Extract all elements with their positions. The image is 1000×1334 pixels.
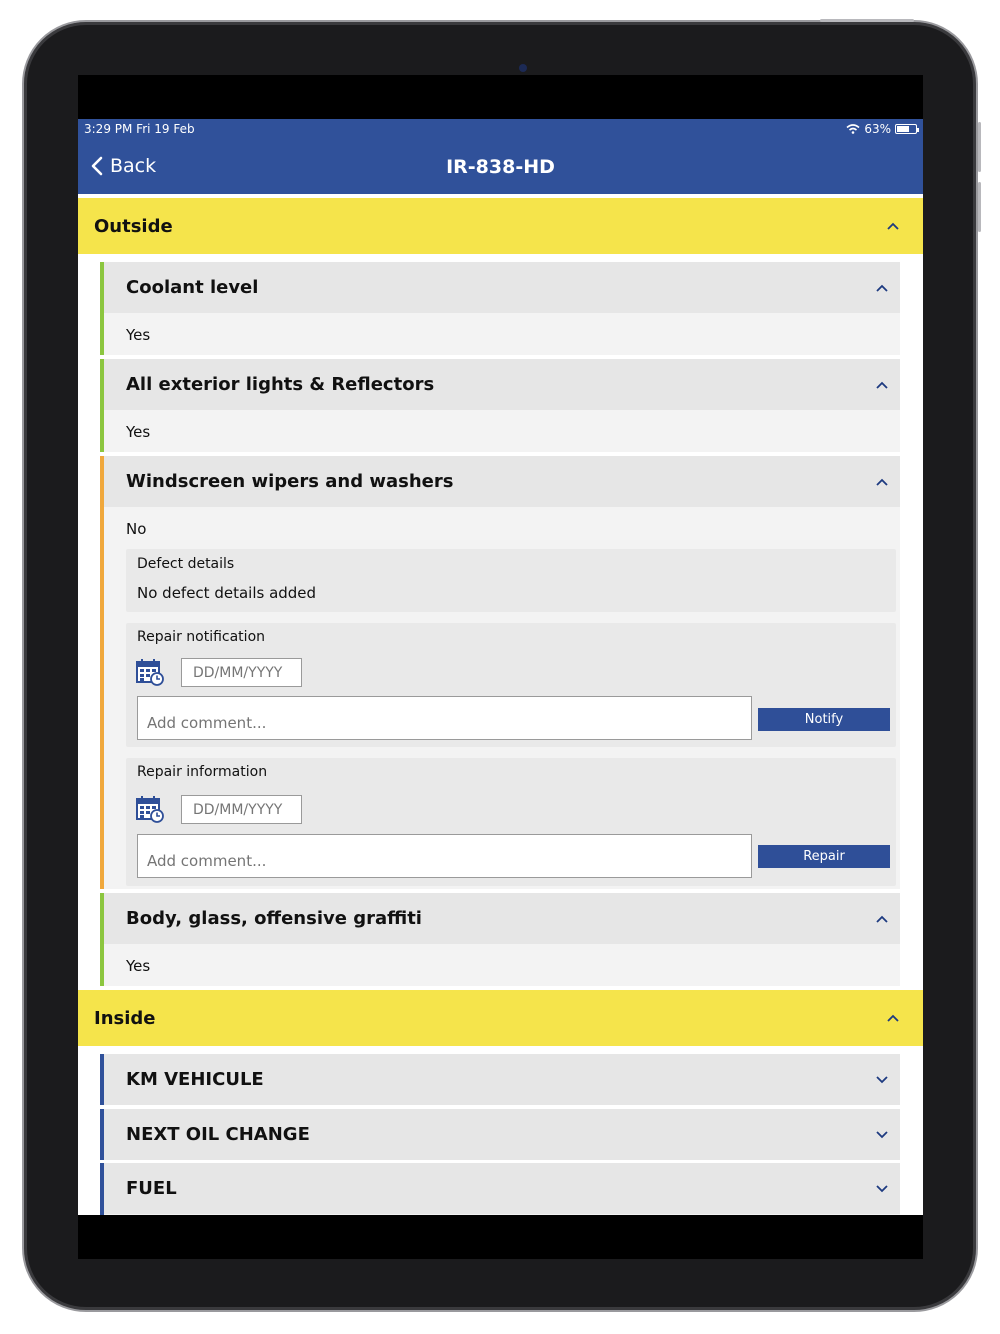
chevron-up-icon xyxy=(887,1014,899,1022)
page-title: IR-838-HD xyxy=(446,156,555,178)
volume-down-button xyxy=(978,182,981,232)
repair-information-comment-input[interactable] xyxy=(137,834,752,878)
repair-information-date-input[interactable] xyxy=(181,795,302,824)
check-item-value: Yes xyxy=(126,957,151,975)
check-item-windscreen-wipers xyxy=(100,456,900,889)
check-item-fuel xyxy=(100,1163,900,1215)
back-label: Back xyxy=(110,155,157,177)
repair-notification-label: Repair notification xyxy=(137,629,266,645)
wifi-icon xyxy=(846,124,860,134)
check-item-title: FUEL xyxy=(126,1178,177,1199)
section-title: Inside xyxy=(94,1007,156,1029)
status-time: 3:29 PM Fri 19 Feb xyxy=(84,122,195,136)
battery-percent: 63% xyxy=(864,122,891,136)
notify-button[interactable]: Notify xyxy=(758,708,890,731)
check-item-header[interactable] xyxy=(104,359,900,410)
power-button xyxy=(820,19,914,22)
calendar-icon[interactable] xyxy=(136,795,164,823)
check-item-coolant-level xyxy=(100,262,900,355)
check-item-header[interactable] xyxy=(104,262,900,313)
repair-notification-box xyxy=(126,623,896,747)
repair-information-label: Repair information xyxy=(137,764,268,780)
section-header-outside[interactable] xyxy=(78,198,923,254)
repair-button[interactable]: Repair xyxy=(758,845,890,868)
chevron-down-icon xyxy=(876,1076,888,1084)
check-item-body-glass xyxy=(100,893,900,986)
battery-icon xyxy=(895,124,917,134)
check-item-header[interactable] xyxy=(104,1163,900,1214)
check-item-title: Coolant level xyxy=(126,277,259,298)
repair-notification-date-input[interactable] xyxy=(181,658,302,687)
chevron-up-icon xyxy=(876,915,888,923)
status-bar-defect xyxy=(100,456,104,889)
navigation-bar xyxy=(78,119,923,194)
calendar-icon[interactable] xyxy=(136,658,164,686)
check-item-title: Windscreen wipers and washers xyxy=(126,471,454,492)
repair-information-box xyxy=(126,758,896,886)
check-item-title: All exterior lights & Reflectors xyxy=(126,374,435,395)
chevron-up-icon xyxy=(876,478,888,486)
screen xyxy=(78,75,923,1259)
volume-up-button xyxy=(978,122,981,172)
chevron-down-icon xyxy=(876,1185,888,1193)
chevron-up-icon xyxy=(876,381,888,389)
chevron-down-icon xyxy=(876,1131,888,1139)
check-item-value: Yes xyxy=(126,423,151,441)
check-item-value: Yes xyxy=(126,326,151,344)
check-item-exterior-lights xyxy=(100,359,900,452)
chevron-up-icon xyxy=(887,222,899,230)
check-item-title: NEXT OIL CHANGE xyxy=(126,1124,310,1145)
chevron-up-icon xyxy=(876,284,888,292)
home-indicator-area xyxy=(78,1215,923,1259)
check-item-header[interactable] xyxy=(104,456,900,507)
check-item-header[interactable] xyxy=(104,1109,900,1160)
check-item-value: No xyxy=(126,520,147,538)
repair-notification-comment-input[interactable] xyxy=(137,696,752,740)
section-header-inside[interactable] xyxy=(78,990,923,1046)
front-camera xyxy=(519,64,527,72)
check-item-km-vehicule xyxy=(100,1054,900,1105)
check-item-header[interactable] xyxy=(104,1054,900,1105)
status-indicators xyxy=(846,122,917,136)
check-item-title: Body, glass, offensive graffiti xyxy=(126,908,422,929)
app xyxy=(78,119,923,1215)
check-item-header[interactable] xyxy=(104,893,900,944)
check-item-next-oil-change xyxy=(100,1109,900,1160)
defect-details-text: No defect details added xyxy=(137,584,317,602)
section-title: Outside xyxy=(94,215,173,237)
defect-details-box xyxy=(126,549,896,612)
check-item-title: KM VEHICULE xyxy=(126,1069,264,1090)
defect-details-label: Defect details xyxy=(137,556,235,572)
